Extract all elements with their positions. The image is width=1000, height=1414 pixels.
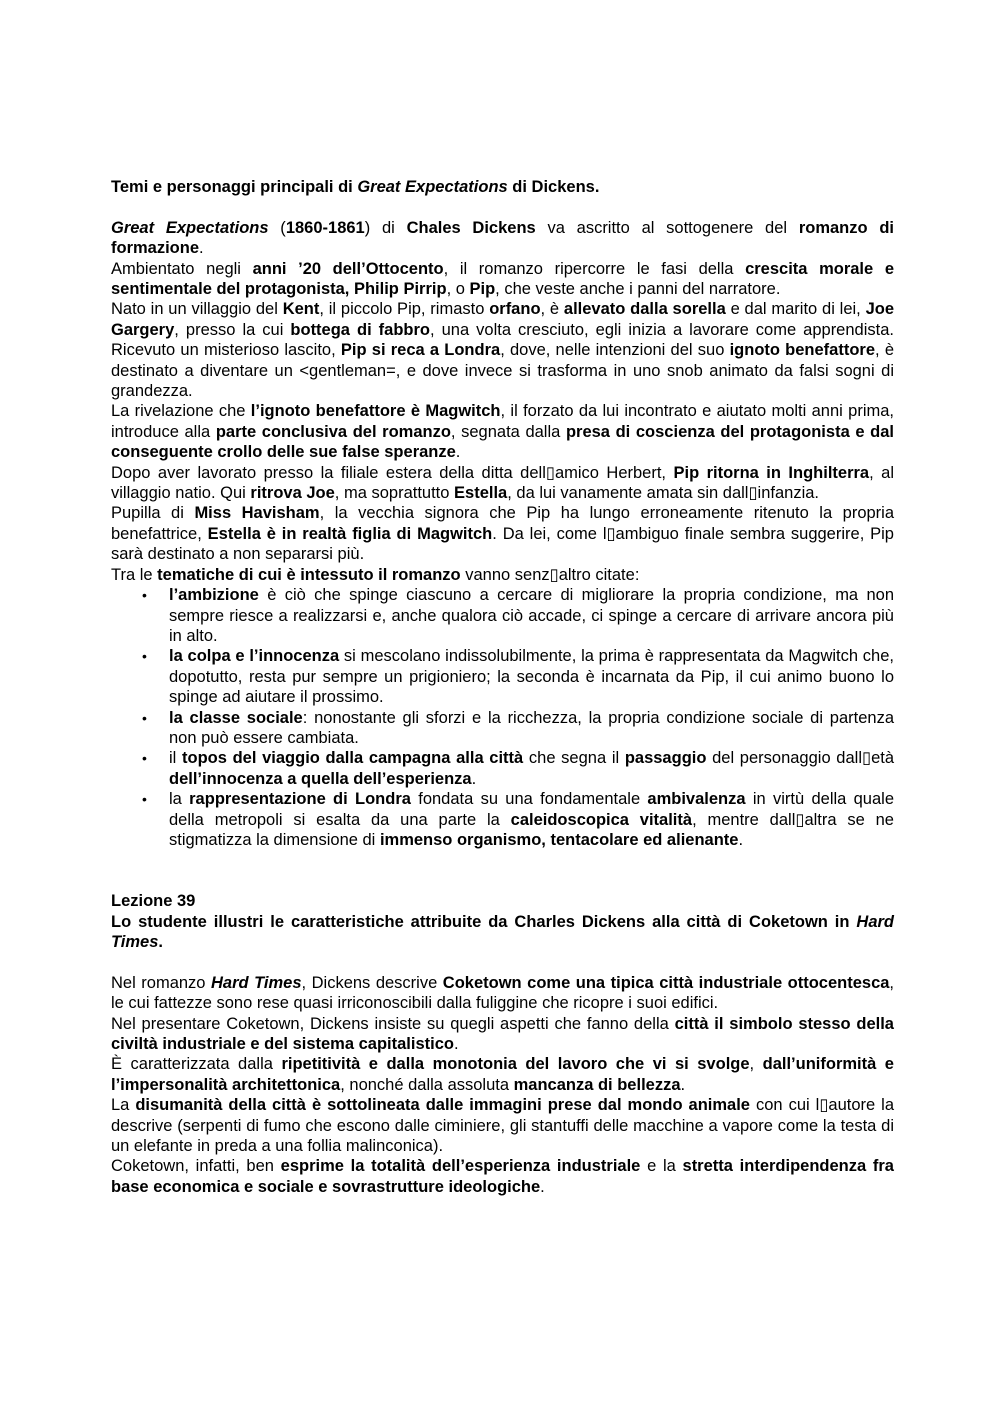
bullet-icon: • [142, 709, 147, 726]
paragraph: Coketown, infatti, ben esprime la totalità dell’esperienza industriale e la stretta interdipendenza fra base economica e sociale e sovrastrutture ideologiche. [111, 1157, 894, 1196]
list-item [111, 748, 894, 789]
list-item-text: il topos del viaggio dalla campagna alla città che segna il passaggio del personaggio dall▯età dell’innocenza a quella dell’esperienza. [169, 749, 895, 788]
section-title: Temi e personaggi principali di Great Expectations di Dickens. [111, 178, 600, 196]
paragraph: Dopo aver lavorato presso la filiale estera della ditta dell▯amico Herbert, Pip ritorna in Inghilterra, al villaggio natio. Qui ritrova Joe, ma soprattutto Estella, da lui vanamente amata sin dall▯infanzia. [111, 463, 894, 503]
paragraph: Great Expectations (1860-1861) di Chales Dickens va ascritto al sottogenere del romanzo di formazione. [111, 218, 894, 258]
paragraph: Pupilla di Miss Havisham, la vecchia signora che Pip ha lungo erroneamente ritenuto la propria benefattrice, Estella è in realtà figlia di Magwitch. Da lei, come l▯ambiguo finale sembra suggerire, Pip sarà destinato a non separarsi più. [111, 504, 895, 564]
document-page [111, 177, 894, 1197]
themes-list [111, 585, 894, 850]
paragraph: Nel romanzo Hard Times, Dickens descrive Coketown come una tipica città industriale ottocentesca, le cui fattezze sono rese quasi irriconoscibili dalla fuliggine che ricopre i suoi edifici. [111, 973, 895, 1013]
list-item [111, 585, 894, 646]
spacer [111, 850, 894, 891]
list-item [111, 646, 894, 707]
list-item-text: la rappresentazione di Londra fondata su una fondamentale ambivalenza in virtù della quale della metropoli si esalta da una parte la caleidoscopica vitalità, mentre dall▯altra se ne stigmatizza la dimensione di immenso organismo, tentacolare ed alienante. [169, 790, 894, 849]
bullet-icon: • [142, 791, 147, 808]
spacer [111, 197, 894, 217]
list-item-text: la classe sociale: nonostante gli sforzi e la ricchezza, la propria condizione sociale di partenza non può essere cambiata. [169, 708, 894, 747]
paragraph: Nato in un villaggio del Kent, il piccolo Pip, rimasto orfano, è allevato dalla sorella e dal marito di lei, Joe Gargery, presso la cui bottega di fabbro, una volta cresciuto, egli inizia a lavorare come apprendista. Ricevuto un misterioso lascito, Pip si reca a Londra, dove, nelle intenzioni del suo ignoto benefattore, è destinato a diventare un <gentleman=, e dove invece si trasforma in uno snob animato da falsi sogni di grandezza. [111, 300, 894, 401]
paragraph: La disumanità della città è sottolineata dalle immagini prese dal mondo animale con cui l▯autore la descrive (serpenti di fumo che escono dalle ciminiere, gli stantuffi delle macchine a vapore come la testa di un elefante in preda a una follia malinconica). [111, 1096, 895, 1156]
list-item [111, 708, 894, 749]
paragraph: È caratterizzata dalla ripetitività e dalla monotonia del lavoro che vi si svolge, dall’uniformità e l’impersonalità architettonica, nonché dalla assoluta mancanza di bellezza. [111, 1055, 894, 1094]
paragraph: Ambientato negli anni ’20 dell’Ottocento, il romanzo ripercorre le fasi della crescita morale e sentimentale del protagonista, Philip Pirrip, o Pip, che veste anche i panni del narratore. [111, 259, 894, 299]
spacer [111, 952, 894, 972]
paragraph: Nel presentare Coketown, Dickens insiste su quegli aspetti che fanno della città il simbolo stesso della civiltà industriale e del sistema capitalistico. [111, 1014, 894, 1054]
paragraph: Tra le tematiche di cui è intessuto il romanzo vanno senz▯altro citate: [111, 565, 640, 584]
bullet-icon: • [142, 648, 147, 665]
paragraph: La rivelazione che l’ignoto benefattore è Magwitch, il forzato da lui incontrato e aiutato molti anni prima, introduce alla parte conclusiva del romanzo, segnata dalla presa di coscienza del protagonista e dal conseguente crollo delle sue false speranze. [111, 402, 894, 462]
list-item-text: l’ambizione è ciò che spinge ciascuno a cercare di migliorare la propria condizione, ma non sempre riesce a realizzarsi e, anche qualora ciò accade, ci spinge a cercare di arrivare ancora più in alto. [169, 586, 894, 645]
bullet-icon: • [142, 587, 147, 604]
lesson-number: Lezione 39 [111, 892, 196, 911]
lesson-question: Lo studente illustri le caratteristiche attribuite da Charles Dickens alla città di Coketown in Hard Times. [111, 912, 894, 951]
list-item [111, 789, 894, 850]
bullet-icon: • [142, 750, 147, 767]
list-item-text: la colpa e l’innocenza si mescolano indissolubilmente, la prima è rappresentata da Magwitch che, dopotutto, resta pur sempre un prigioniero; la seconda è incarnata da Pip, il cui animo buono lo spinge ad aiutare il prossimo. [169, 647, 894, 707]
